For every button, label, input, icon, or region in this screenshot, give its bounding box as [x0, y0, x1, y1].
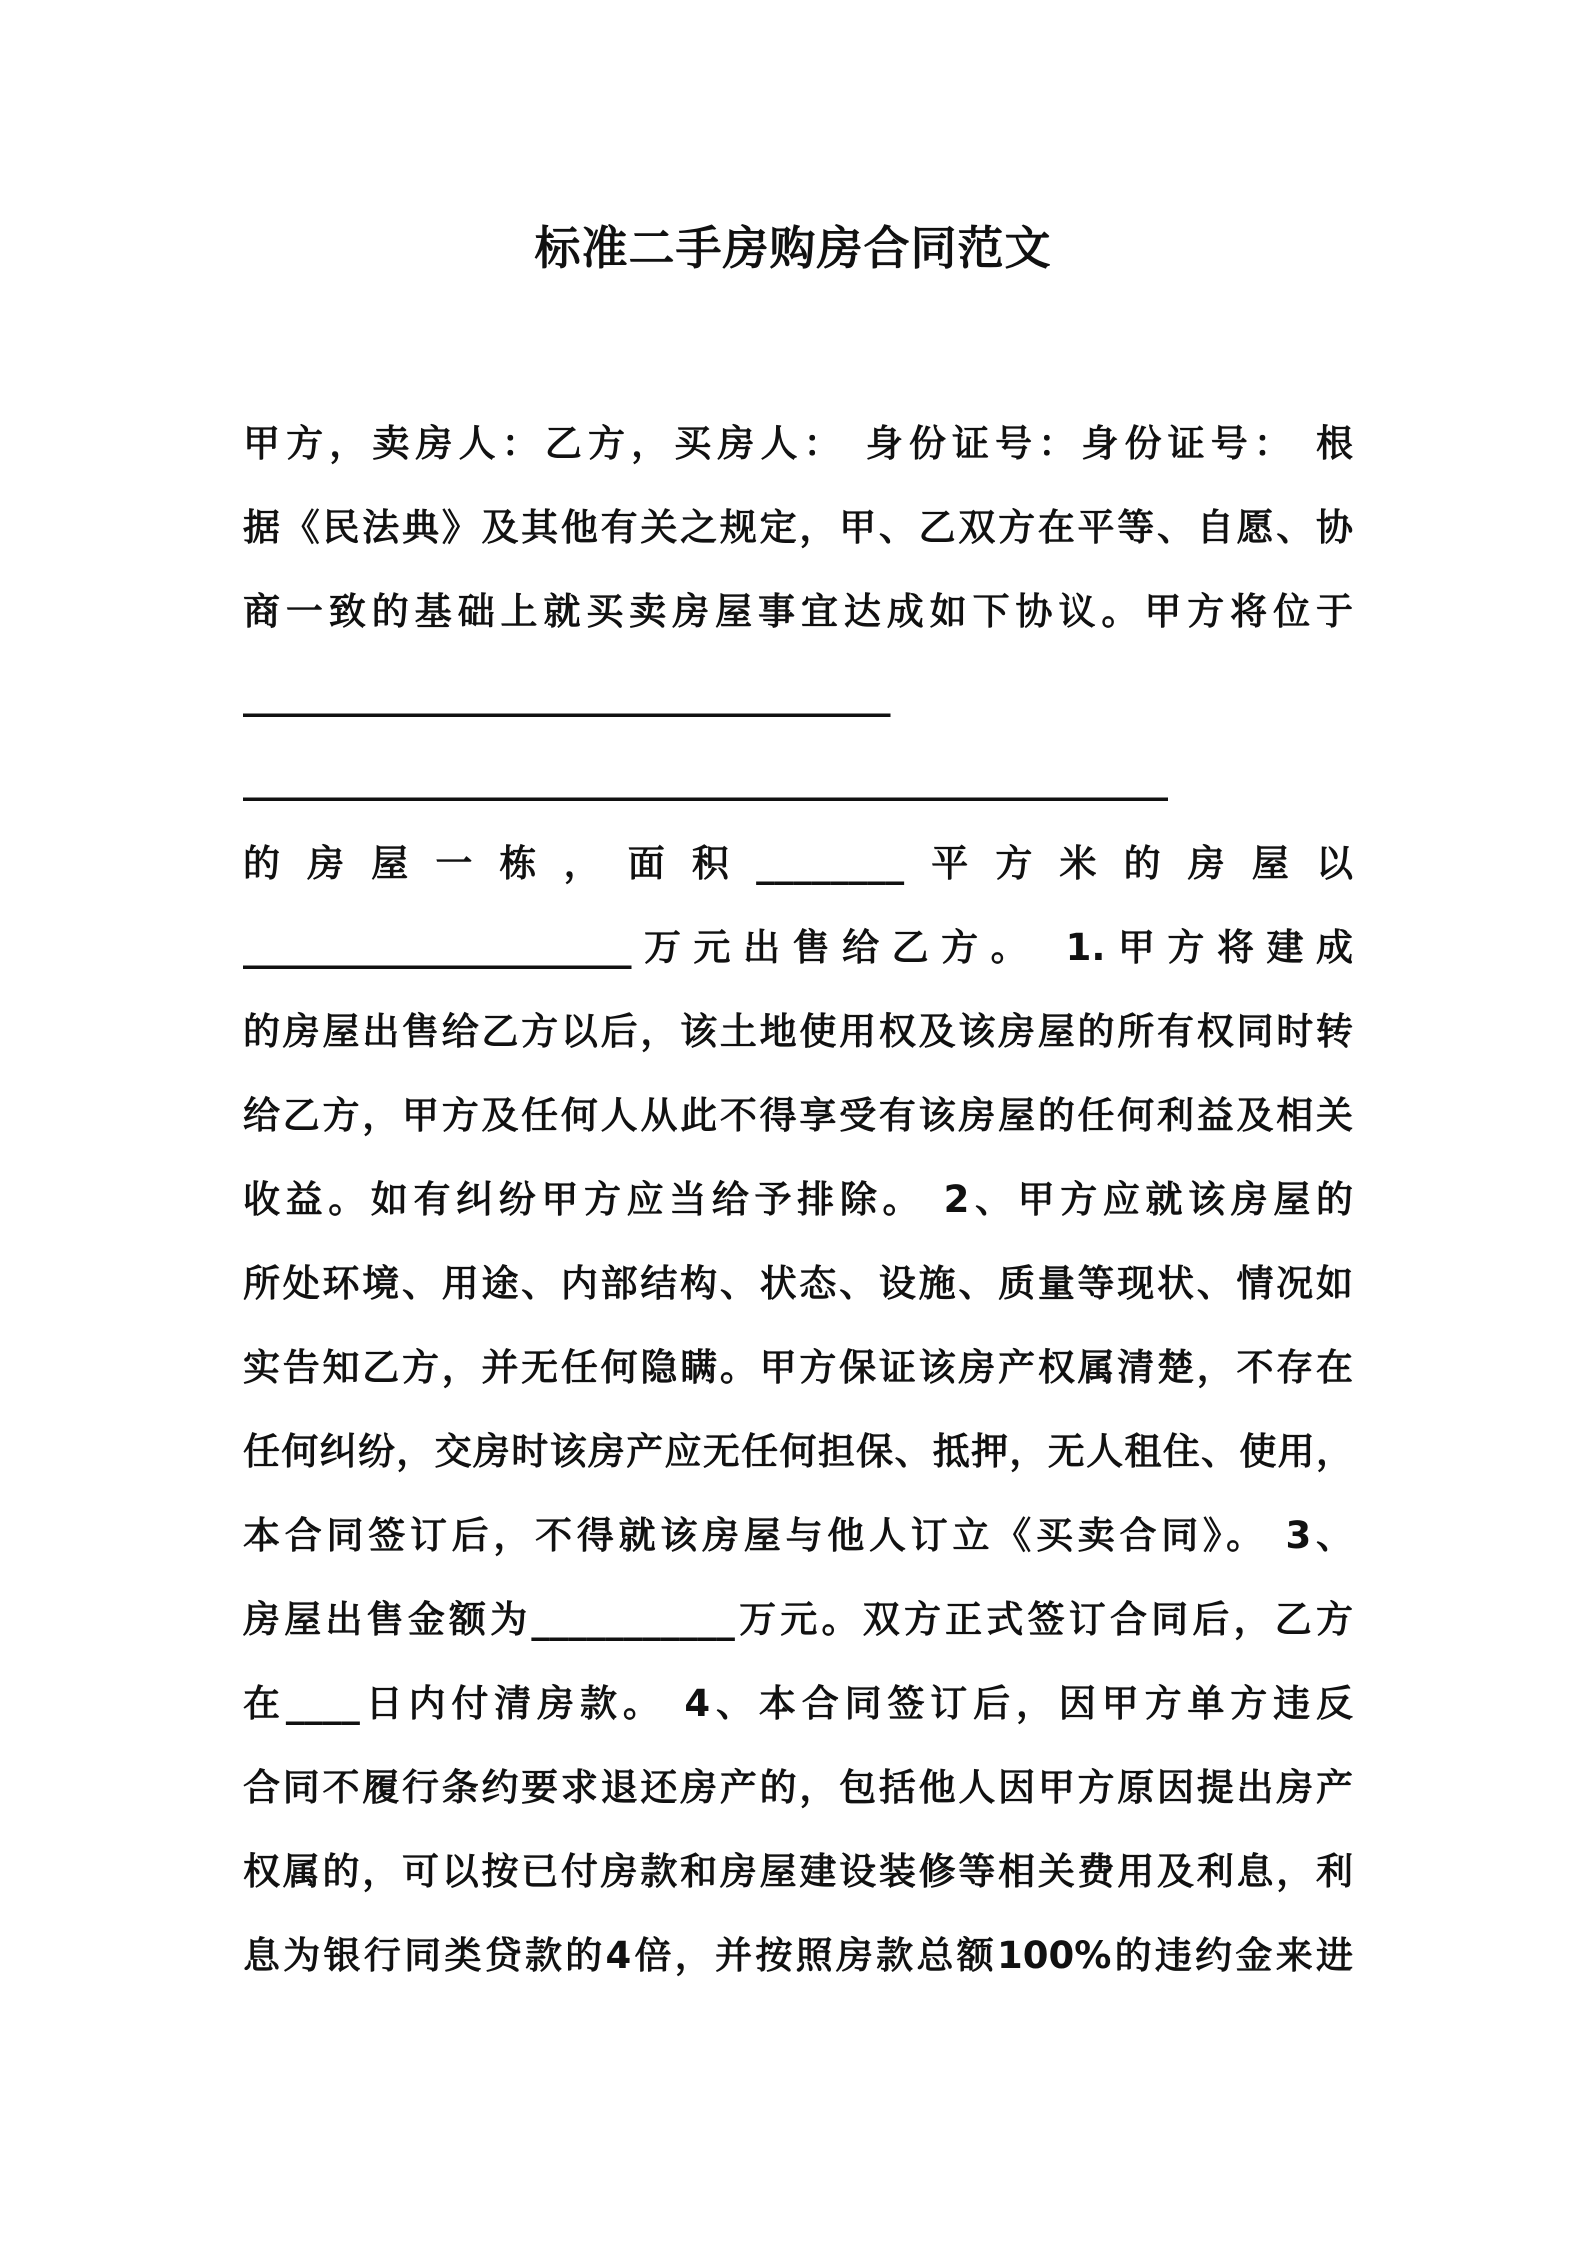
text-line: 商一致的基础上就买卖房屋事宜达成如下协议。甲方将位于 — [243, 590, 1353, 633]
text-line: 甲方，卖房人：乙方，买房人： 身份证号：身份证号： 根 — [243, 422, 1353, 465]
text-line: 实告知乙方，并无任何隐瞒。甲方保证该房产权属清楚，不存在 — [243, 1346, 1353, 1389]
text-line: 房屋出售金额为___________万元。双方正式签订合同后，乙方 — [243, 1598, 1353, 1641]
text-line: 收益。如有纠纷甲方应当给予排除。 2、甲方应就该房屋的 — [243, 1178, 1353, 1221]
text-line: 息为银行同类贷款的4倍，并按照房款总额100%的违约金来进 — [243, 1934, 1353, 1977]
text-line: _____________________万元出售给乙方。 1.甲方将建成 — [243, 926, 1353, 969]
text-line: 所处环境、用途、内部结构、状态、设施、质量等现状、情况如 — [243, 1262, 1353, 1305]
text-line: 合同不履行条约要求退还房产的，包括他人因甲方原因提出房产 — [243, 1766, 1353, 1809]
blank-line: __________________________________________________ — [243, 758, 1168, 801]
text-line: 本合同签订后，不得就该房屋与他人订立《买卖合同》。 3、 — [243, 1514, 1353, 1557]
text-line: 给乙方，甲方及任何人从此不得享受有该房屋的任何利益及相关 — [243, 1094, 1353, 1137]
text-line: 在____日内付清房款。 4、本合同签订后，因甲方单方违反 — [243, 1682, 1353, 1725]
text-line: 的房屋一栋，面积________平方米的房屋以 — [243, 842, 1353, 885]
document-title: 标准二手房购房合同范文 — [534, 221, 1052, 275]
contract-body — [243, 402, 1353, 1998]
text-line: 任何纠纷，交房时该房产应无任何担保、抵押，无人租住、使用， — [243, 1430, 1353, 1473]
text-line: 据《民法典》及其他有关之规定，甲、乙双方在平等、自愿、协 — [243, 506, 1353, 549]
text-line: 权属的，可以按已付房款和房屋建设装修等相关费用及利息，利 — [243, 1850, 1353, 1893]
blank-line: ___________________________________ — [243, 674, 891, 717]
text-line: 的房屋出售给乙方以后，该土地使用权及该房屋的所有权同时转 — [243, 1010, 1353, 1053]
